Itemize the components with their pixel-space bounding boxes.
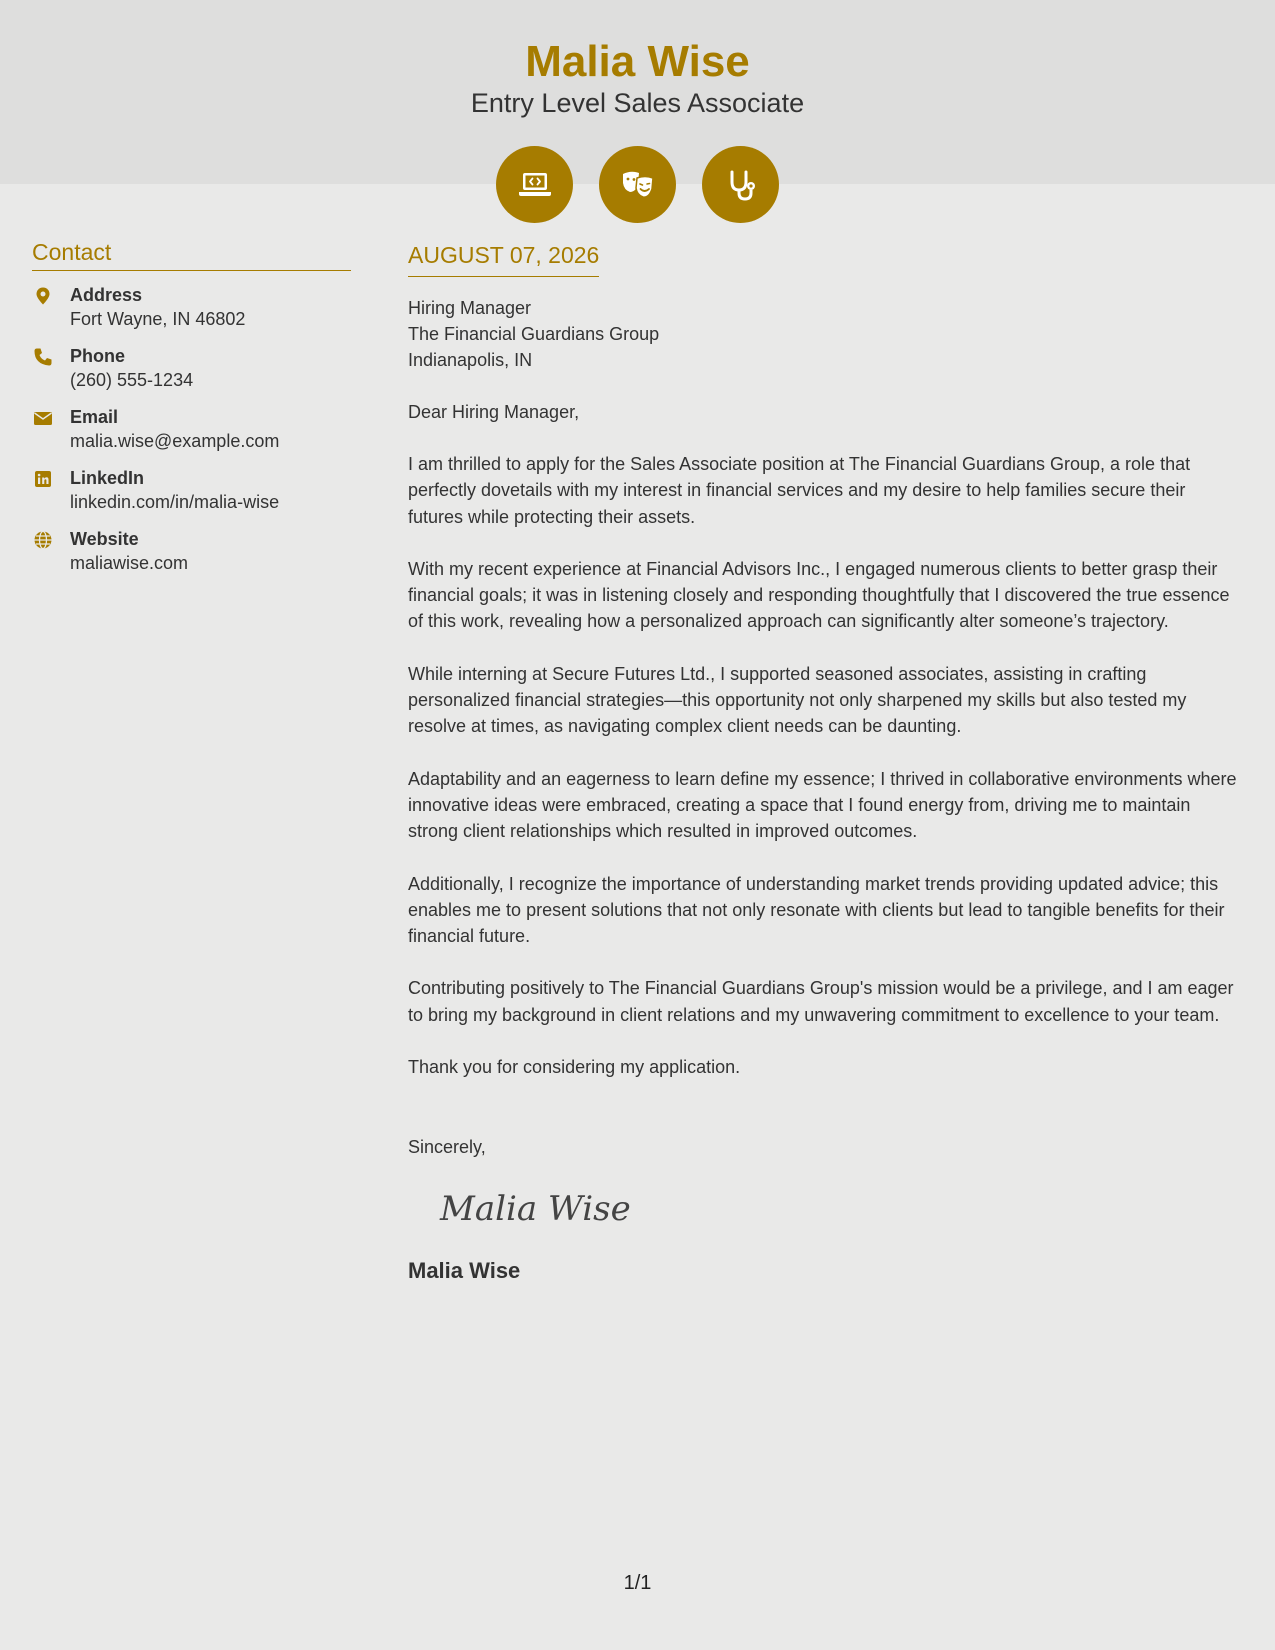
globe-icon [32, 529, 54, 551]
contact-label: Website [70, 529, 139, 549]
closing: Sincerely, [408, 1137, 486, 1158]
contact-email [32, 405, 351, 453]
contact-heading: Contact [32, 238, 351, 271]
paragraph: I am thrilled to apply for the Sales Associate position at The Financial Guardians Group, a role that perfectly dovetails with my interest in financial services and my desire to help families secure their futures while protecting their assets. [408, 454, 1191, 527]
contact-label: LinkedIn [70, 468, 145, 488]
contact-website [32, 527, 351, 575]
job-title: Entry Level Sales Associate [470, 88, 805, 118]
phone-icon [32, 346, 54, 368]
laptop-code-icon [496, 146, 573, 223]
contact-phone [32, 344, 351, 392]
contact-label: Address [70, 285, 143, 305]
paragraph: Thank you for considering my application. [408, 1057, 741, 1078]
map-pin-icon [32, 285, 54, 307]
envelope-icon [32, 407, 54, 429]
linkedin-icon [32, 468, 54, 490]
paragraph: With my recent experience at Financial Advisors Inc., I engaged numerous clients to better grasp their financial goals; it was in listening closely and responding thoughtfully that I discovered the true essence of this work, revealing how a personalized approach can significantly alter someone’s trajectory. [408, 558, 1230, 632]
paragraph: Additionally, I recognize the importance of understanding market trends providing updated advice; this enables me to present solutions that not only resonate with clients but lead to tangible benefits for their financial future. [408, 873, 1225, 947]
contact-list [32, 283, 351, 575]
recipient-block [408, 295, 1242, 373]
recipient-line: Hiring Manager [408, 298, 532, 318]
letter-body [408, 240, 1242, 1285]
contact-value: Fort Wayne, IN 46802 [70, 309, 246, 329]
svg-text:Malia Wise: Malia Wise [440, 1189, 631, 1230]
signature-image [438, 1176, 658, 1236]
stethoscope-icon [702, 146, 779, 223]
contact-value[interactable]: linkedin.com/in/malia-wise [70, 492, 280, 512]
recipient-line: Indianapolis, IN [408, 350, 533, 370]
interest-icons [0, 146, 1275, 223]
letter-date: AUGUST 07, 2026 [408, 240, 599, 277]
recipient-line: The Financial Guardians Group [408, 324, 660, 344]
contact-address [32, 283, 351, 331]
page-number: 1/1 [623, 1572, 652, 1594]
contact-value: (260) 555-1234 [70, 370, 194, 390]
contact-label: Email [70, 407, 119, 427]
contact-label: Phone [70, 346, 126, 366]
salutation: Dear Hiring Manager, [408, 402, 580, 422]
contact-linkedin [32, 466, 351, 514]
contact-value[interactable]: malia.wise@example.com [70, 431, 280, 451]
contact-sidebar [32, 238, 351, 588]
applicant-name: Malia Wise [525, 37, 750, 86]
paragraph: Contributing positively to The Financial Guardians Group's mission would be a privilege, and I am eager to bring my background in client relations and my unwavering commitment to excellence to your team. [408, 978, 1234, 1025]
contact-value[interactable]: maliawise.com [70, 553, 189, 573]
paragraph: Adaptability and an eagerness to learn define my essence; I thrived in collaborative environments where innovative ideas were embraced, creating a space that I found energy from, driving me to maintain strong client relationships which resulted in improved outcomes. [408, 768, 1237, 842]
theater-masks-icon [599, 146, 676, 223]
paragraph: While interning at Secure Futures Ltd., I supported seasoned associates, assisting in crafting personalized financial strategies—this opportunity not only sharpened my skills but also tested my resolve at times, as navigating complex client needs can be daunting. [408, 663, 1187, 737]
signed-name: Malia Wise [408, 1258, 521, 1284]
